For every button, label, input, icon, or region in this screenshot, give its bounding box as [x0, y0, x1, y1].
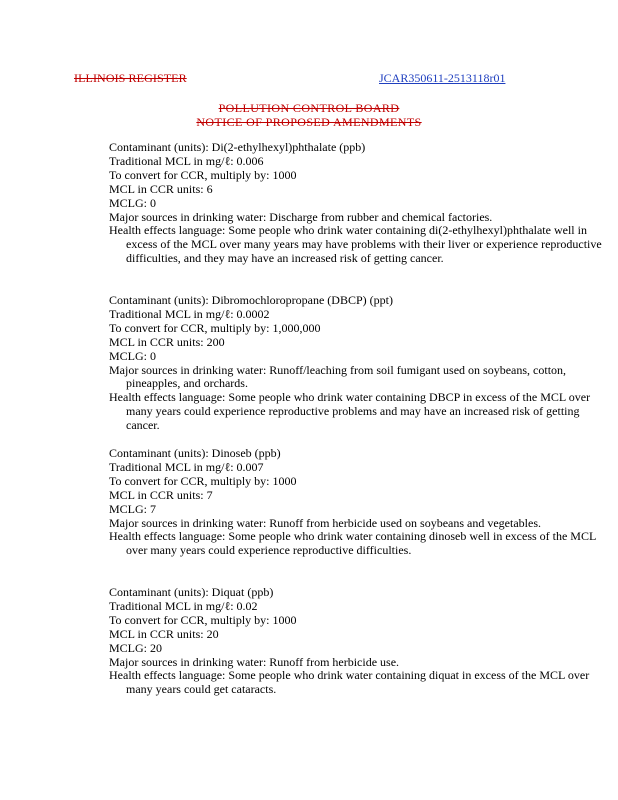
contaminant-entry	[109, 586, 605, 697]
major-sources: Major sources in drinking water: Runoff from herbicide used on soybeans and vegetables.	[109, 515, 541, 530]
contaminant-entry	[109, 141, 605, 266]
traditional-mcl: Traditional MCL in mg/ℓ: 0.02	[109, 598, 258, 613]
major-sources: Major sources in drinking water: Runoff from herbicide use.	[109, 654, 400, 669]
contaminant-units: Contaminant (units): Di(2-ethylhexyl)phthalate (ppb)	[109, 140, 366, 154]
major-sources: Major sources in drinking water: Runoff/leaching from soil fumigant used on soybeans, cotton, pineapples, and orchards.	[109, 362, 567, 391]
traditional-mcl: Traditional MCL in mg/ℓ: 0.0002	[109, 306, 270, 321]
board-title: POLLUTION CONTROL BOARD	[218, 101, 400, 115]
mclg: MCLG: 0	[109, 195, 157, 210]
mclg: MCLG: 20	[109, 640, 163, 655]
mclg: MCLG: 0	[109, 348, 157, 363]
contaminant-units: Contaminant (units): Dibromochloropropane (DBCP) (ppt)	[109, 293, 393, 307]
health-effects: Health effects language: Some people who drink water containing DBCP in excess of the MCL over many years could experience reproductive problems and may have an increased risk of getting cancer.	[109, 390, 591, 433]
contaminant-units: Contaminant (units): Dinoseb (ppb)	[109, 446, 281, 460]
health-effects: Health effects language: Some people who drink water containing dinoseb well in excess of the MCL over many years could experience reproductive difficulties.	[109, 529, 596, 558]
contaminant-entry	[109, 294, 605, 433]
traditional-mcl: Traditional MCL in mg/ℓ: 0.007	[109, 459, 264, 474]
contaminant-units: Contaminant (units): Diquat (ppb)	[109, 585, 274, 599]
mcl-ccr-units: MCL in CCR units: 6	[109, 181, 213, 196]
mcl-ccr-units: MCL in CCR units: 7	[109, 487, 213, 502]
ccr-conversion: To convert for CCR, multiply by: 1000	[109, 612, 297, 627]
health-effects: Health effects language: Some people who drink water containing di(2-ethylhexyl)phthalate well in excess of the MCL over many years may have problems with their liver or experience reproductive difficulties, and they may have an increased risk of getting cancer.	[109, 223, 602, 266]
notice-title: NOTICE OF PROPOSED AMENDMENTS	[196, 115, 422, 129]
mcl-ccr-units: MCL in CCR units: 200	[109, 334, 225, 349]
traditional-mcl: Traditional MCL in mg/ℓ: 0.006	[109, 153, 264, 168]
contaminant-entry	[109, 447, 605, 558]
mclg: MCLG: 7	[109, 501, 157, 516]
register-header: ILLINOIS REGISTER	[74, 71, 187, 85]
ccr-conversion: To convert for CCR, multiply by: 1000	[109, 167, 297, 182]
major-sources: Major sources in drinking water: Discharge from rubber and chemical factories.	[109, 209, 493, 224]
mcl-ccr-units: MCL in CCR units: 20	[109, 626, 219, 641]
ccr-conversion: To convert for CCR, multiply by: 1,000,000	[109, 320, 321, 335]
jcar-reference: JCAR350611-2513118r01	[379, 71, 506, 85]
health-effects: Health effects language: Some people who drink water containing diquat in excess of the MCL over many years could get cataracts.	[109, 668, 590, 697]
ccr-conversion: To convert for CCR, multiply by: 1000	[109, 473, 297, 488]
